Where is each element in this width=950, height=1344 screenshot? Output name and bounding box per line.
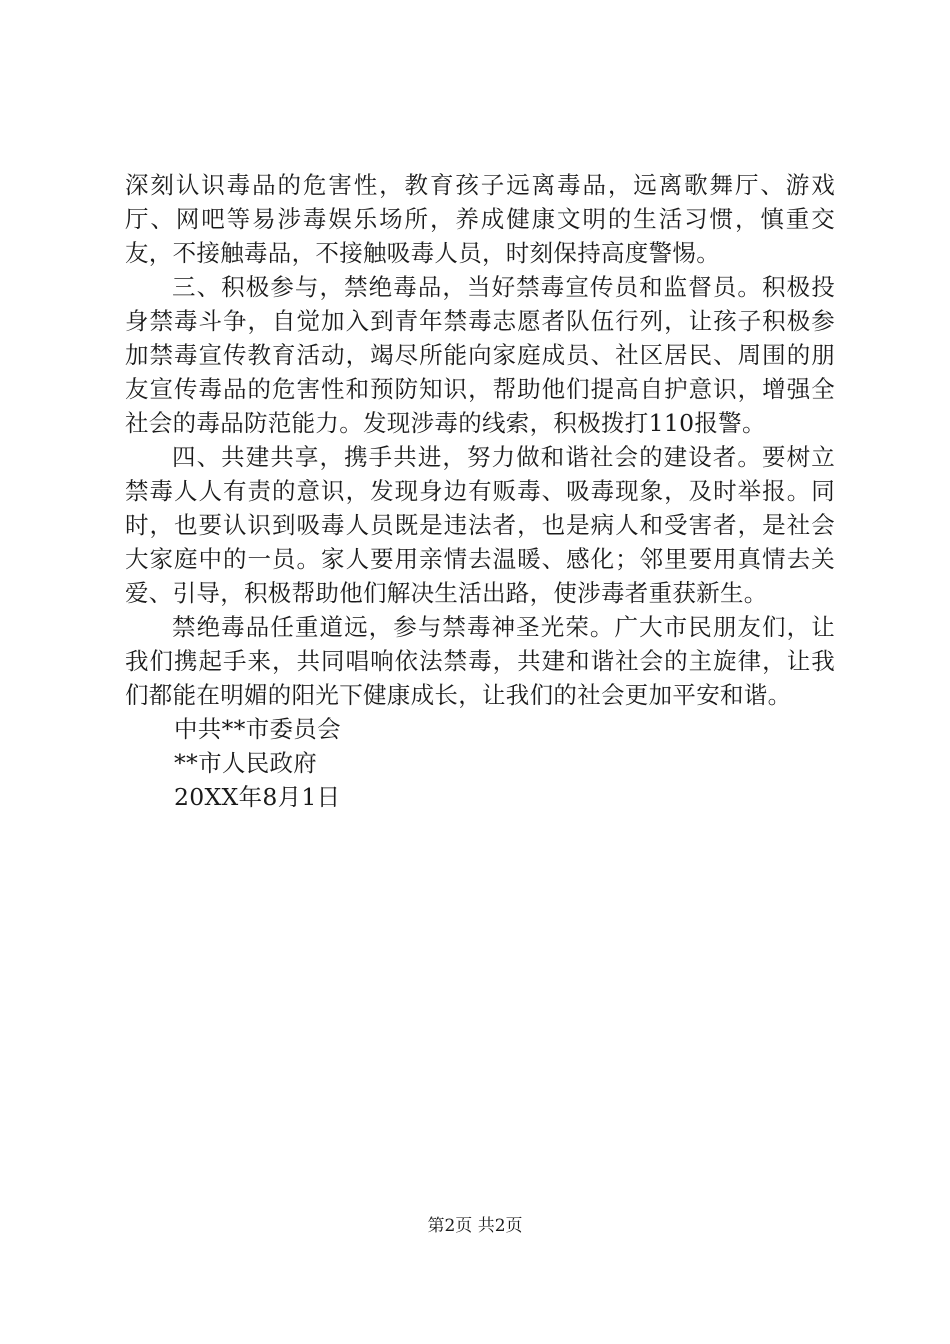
- signature-org-government: **市人民政府: [174, 749, 318, 777]
- document-body: [125, 168, 835, 814]
- paragraph-section-three: 三、积极参与，禁绝毒品，当好禁毒宣传员和监督员。积极投身禁毒斗争，自觉加入到青年禁毒志愿者队伍行列，让孩子积极参加禁毒宣传教育活动，竭尽所能向家庭成员、社区居民、周围的朋友宣传毒品的危害性和预防知识，帮助他们提高自护意识，增强全社会的毒品防范能力。发现涉毒的线索，积极拨打110报警。: [125, 273, 835, 437]
- signature-date: 20XX年8月1日: [174, 783, 341, 811]
- paragraph-closing: 禁绝毒品任重道远，参与禁毒神圣光荣。广大市民朋友们，让我们携起手来，共同唱响依法禁毒，共建和谐社会的主旋律，让我们都能在明媚的阳光下健康成长，让我们的社会更加平安和谐。: [125, 613, 835, 709]
- paragraph-continuation: 深刻认识毒品的危害性，教育孩子远离毒品，远离歌舞厅、游戏厅、网吧等易涉毒娱乐场所，养成健康文明的生活习惯，慎重交友，不接触毒品，不接触吸毒人员，时刻保持高度警惕。: [125, 171, 835, 267]
- signature-org-party-committee: 中共**市委员会: [174, 715, 341, 743]
- page-number-footer: 第2页 共2页: [427, 1216, 523, 1236]
- paragraph-section-four: 四、共建共享，携手共进，努力做和谐社会的建设者。要树立禁毒人人有责的意识，发现身边有贩毒、吸毒现象，及时举报。同时，也要认识到吸毒人员既是违法者，也是病人和受害者，是社会大家庭中的一员。家人要用亲情去温暖、感化；邻里要用真情去关爱、引导，积极帮助他们解决生活出路，使涉毒者重获新生。: [125, 443, 835, 607]
